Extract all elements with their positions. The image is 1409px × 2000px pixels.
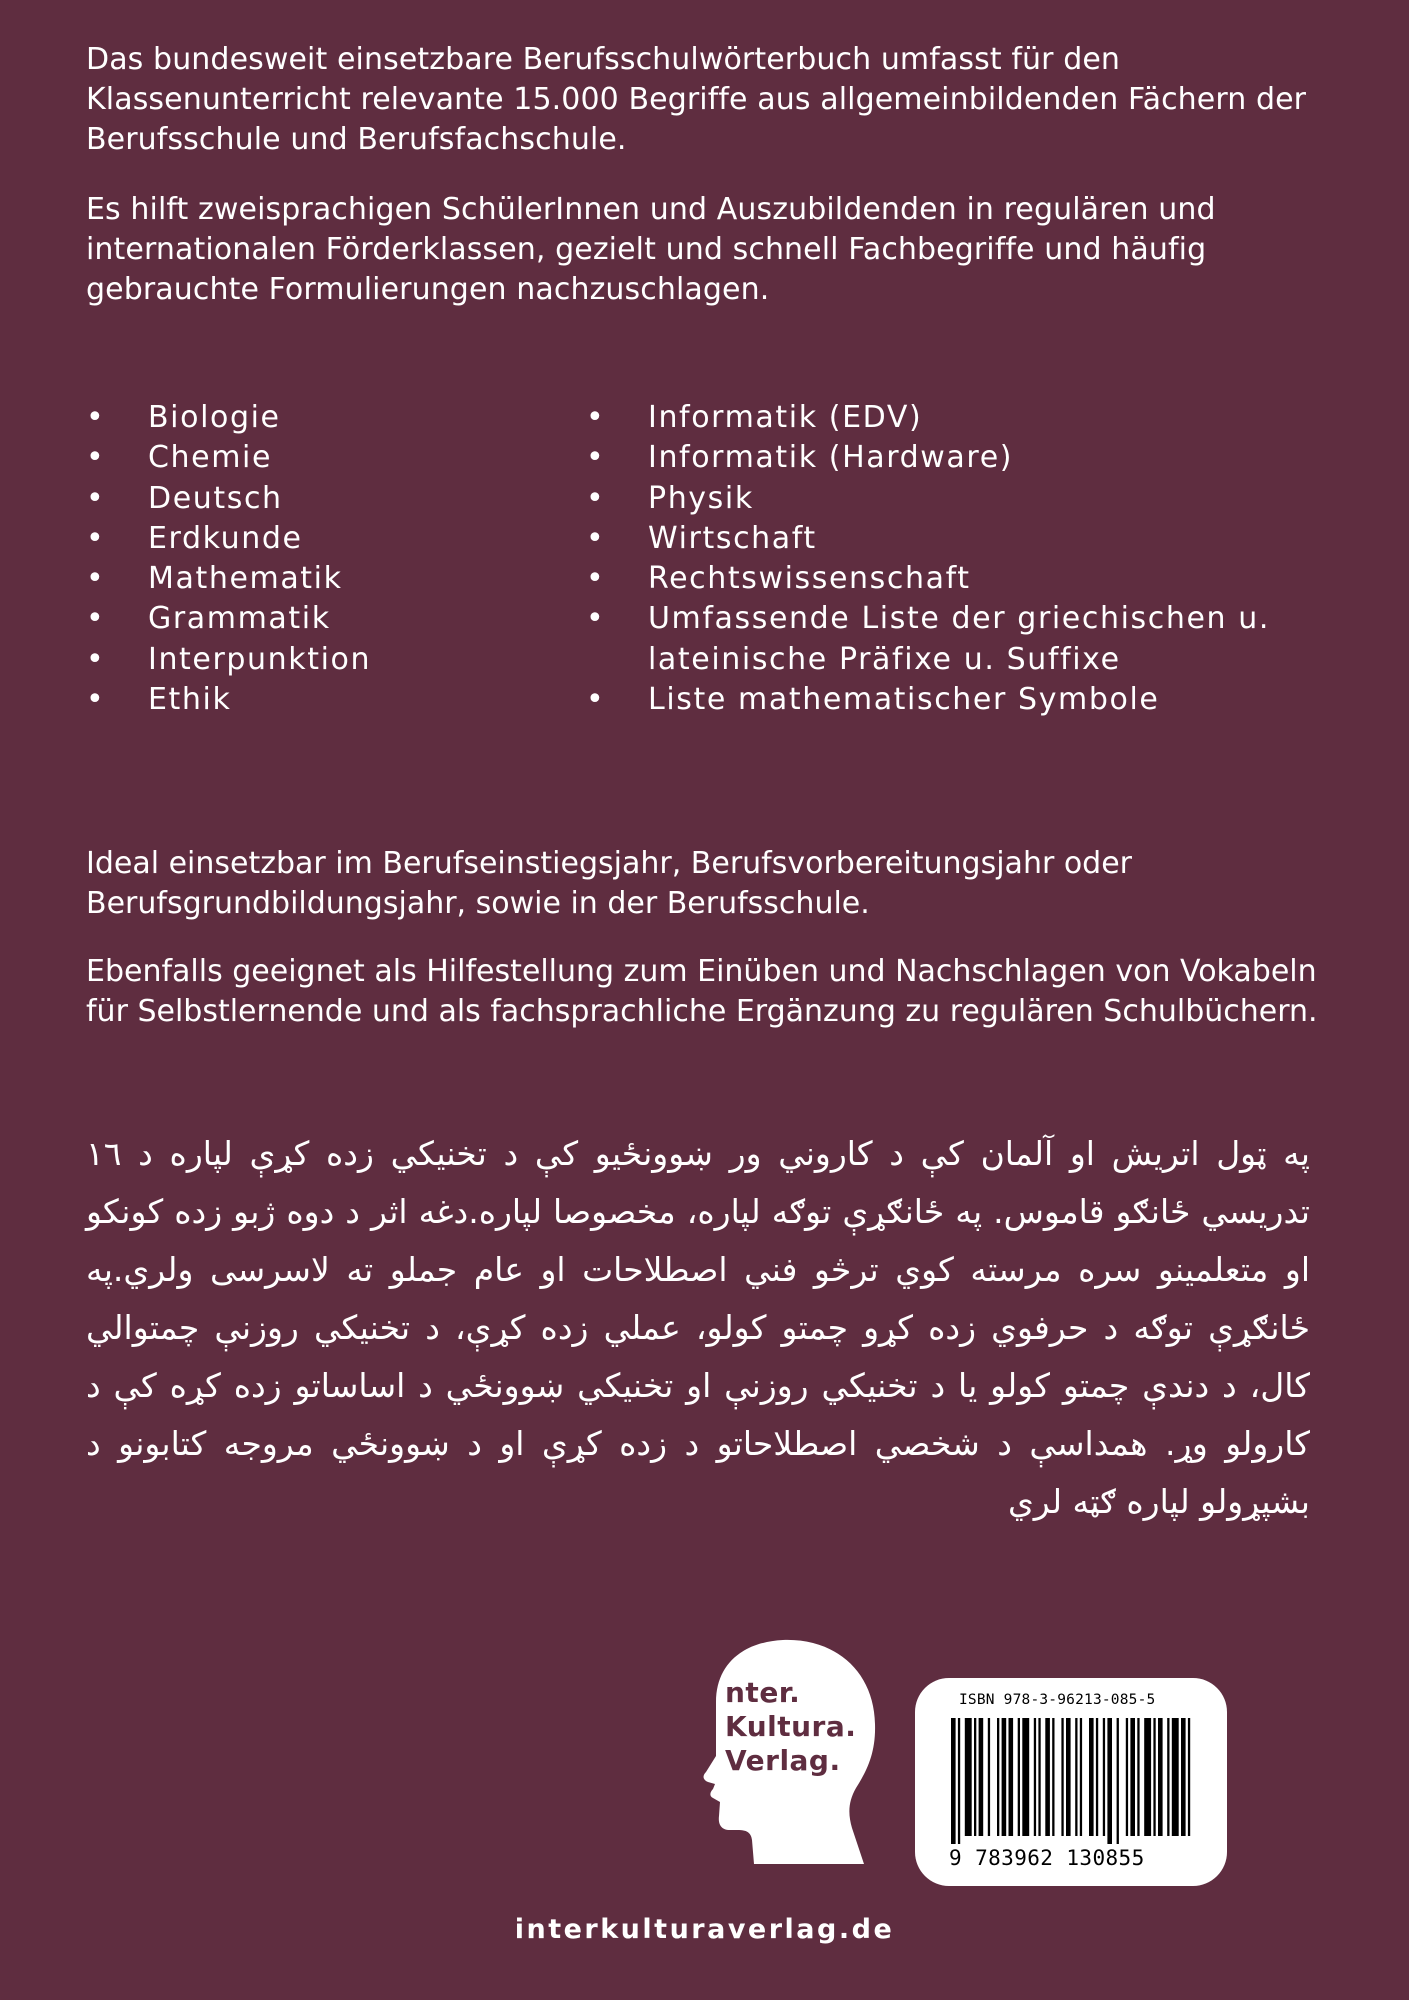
barcode-bar bbox=[1022, 1718, 1029, 1836]
list-item: • Rechtswissenschaft bbox=[586, 559, 1346, 599]
barcode-bar bbox=[1130, 1718, 1135, 1836]
subject-list-right bbox=[586, 398, 1346, 720]
isbn-digits: 9 783962 130855 bbox=[949, 1846, 1145, 1870]
list-item: • Informatik (EDV) bbox=[586, 398, 1346, 438]
barcode-bar bbox=[1018, 1718, 1020, 1836]
logo-line: Verlag. bbox=[725, 1744, 841, 1777]
list-item: • Chemie bbox=[86, 438, 586, 478]
barcode-bar bbox=[951, 1718, 956, 1844]
barcode-bar bbox=[1080, 1718, 1082, 1836]
publisher-logo bbox=[688, 1632, 888, 1864]
barcode-bar bbox=[1137, 1718, 1139, 1836]
publisher-website[interactable]: interkulturaverlag.de bbox=[514, 1914, 895, 1945]
list-item: • Informatik (Hardware) bbox=[586, 438, 1346, 478]
barcode-bar bbox=[1181, 1718, 1186, 1836]
barcode-bar bbox=[979, 1718, 984, 1836]
subject-list bbox=[86, 398, 1346, 720]
barcode-bar bbox=[988, 1718, 990, 1836]
barcode-bar bbox=[1153, 1718, 1155, 1836]
barcode-bar bbox=[1045, 1718, 1050, 1836]
barcode-bar bbox=[1188, 1718, 1190, 1836]
intro-paragraph-1: Das bundesweit einsetzbare Berufsschulwörterbuch umfasst für den Klassenunterricht relevante 15.000 Begriffe aus allgemeinbildenden Fächern der Berufsschule und Berufsfachschule. bbox=[86, 42, 1307, 157]
list-item: • Interpunktion bbox=[86, 640, 586, 680]
subject-list-left bbox=[86, 398, 586, 720]
isbn-barcode bbox=[915, 1678, 1227, 1886]
barcode-bar bbox=[1089, 1718, 1094, 1836]
logo-line: nter. bbox=[725, 1676, 801, 1709]
barcode-bars bbox=[951, 1718, 1191, 1844]
barcode-bar bbox=[1167, 1718, 1169, 1836]
intro-paragraph-2: Es hilft zweisprachigen SchülerInnen und Auszubildenden in regulären und internationalen Förderklassen, gezielt und schnell Fachbegriffe und häufig gebrauchte Formulierungen nachzuschlagen. bbox=[86, 192, 1216, 307]
usage-paragraph-1: Ideal einsetzbar im Berufseinstiegsjahr, Berufsvorbereitungsjahr oder Berufsgrundbildungsjahr, sowie in der Berufsschule. bbox=[86, 846, 1133, 921]
pashto-description bbox=[86, 1125, 1310, 1531]
list-item: • Mathematik bbox=[86, 559, 586, 599]
list-item: • Physik bbox=[586, 479, 1346, 519]
barcode-bar bbox=[1144, 1718, 1151, 1836]
barcode-bar bbox=[1038, 1718, 1040, 1836]
usage-section bbox=[86, 844, 1346, 1060]
list-item: • Liste mathematischer Symbole bbox=[586, 680, 1346, 720]
logo-wordmark bbox=[725, 1676, 856, 1778]
barcode-bar bbox=[1096, 1718, 1098, 1836]
barcode-bar bbox=[1158, 1718, 1163, 1836]
barcode-bar bbox=[965, 1718, 972, 1836]
barcode-bar bbox=[1126, 1718, 1128, 1836]
list-item: • Erdkunde bbox=[86, 519, 586, 559]
list-item: • Wirtschaft bbox=[586, 519, 1346, 559]
barcode-bar bbox=[1061, 1718, 1063, 1836]
barcode-bar bbox=[1107, 1718, 1112, 1844]
pashto-paragraph: په ټول اتریش او آلمان کې د کاروني ور ښوونځیو کې د تخنیکي زده کړې لپاره د ١٦ تدریسي ځانګو قاموس. په ځانګړې توګه لپاره، مخصوصا لپاره.دغه اثر د دوه ژبو زده کونکو او متعلمینو سره مرسته کوي ترڅو فني اصطلاحات او عام جملو ته لاسرسی ولري.په ځانګړې توګه د حرفوي زده کړو چمتو کولو، عملي زده کړې، د تخنیکي روزنې چمتوالي کال، د دندې چمتو کولو یا د تخنیکي روزنې او تخنیکي ښوونځي د اساساتو زده کړه کې د کارولو وړ. همداسې د شخصي اصطلاحاتو د زده کړې او د ښوونځي مروجه کتابونو د بشپړولو لپاره ګټه لري bbox=[86, 1134, 1310, 1521]
barcode-bar bbox=[1172, 1718, 1179, 1836]
logo-line: Kultura. bbox=[725, 1710, 857, 1743]
barcode-bar bbox=[1009, 1718, 1014, 1836]
usage-paragraph-2: Ebenfalls geeignet als Hilfestellung zum Einüben und Nachschlagen von Vokabeln für Selbstlernende und als fachsprachliche Ergänzung zu regulären Schulbüchern. bbox=[86, 954, 1318, 1029]
isbn-label: ISBN 978-3-96213-085-5 bbox=[959, 1692, 1156, 1708]
barcode-bar bbox=[1052, 1718, 1054, 1836]
list-item: • Ethik bbox=[86, 680, 586, 720]
barcode-bar bbox=[1066, 1718, 1071, 1836]
barcode-bar bbox=[1117, 1718, 1119, 1844]
barcode-bar bbox=[1075, 1718, 1077, 1836]
barcode-bar bbox=[1034, 1718, 1036, 1836]
barcode-bar bbox=[974, 1718, 976, 1836]
barcode-bar bbox=[1002, 1718, 1007, 1836]
intro-section bbox=[86, 40, 1346, 340]
barcode-bar bbox=[958, 1718, 960, 1844]
list-item: • Umfassende Liste der griechischen u. lateinische Präfixe u. Suffixe bbox=[586, 599, 1346, 680]
list-item: • Deutsch bbox=[86, 479, 586, 519]
list-item: • Grammatik bbox=[86, 599, 586, 639]
barcode-bar bbox=[997, 1718, 999, 1836]
barcode-bar bbox=[1103, 1718, 1105, 1836]
list-item: • Biologie bbox=[86, 398, 586, 438]
